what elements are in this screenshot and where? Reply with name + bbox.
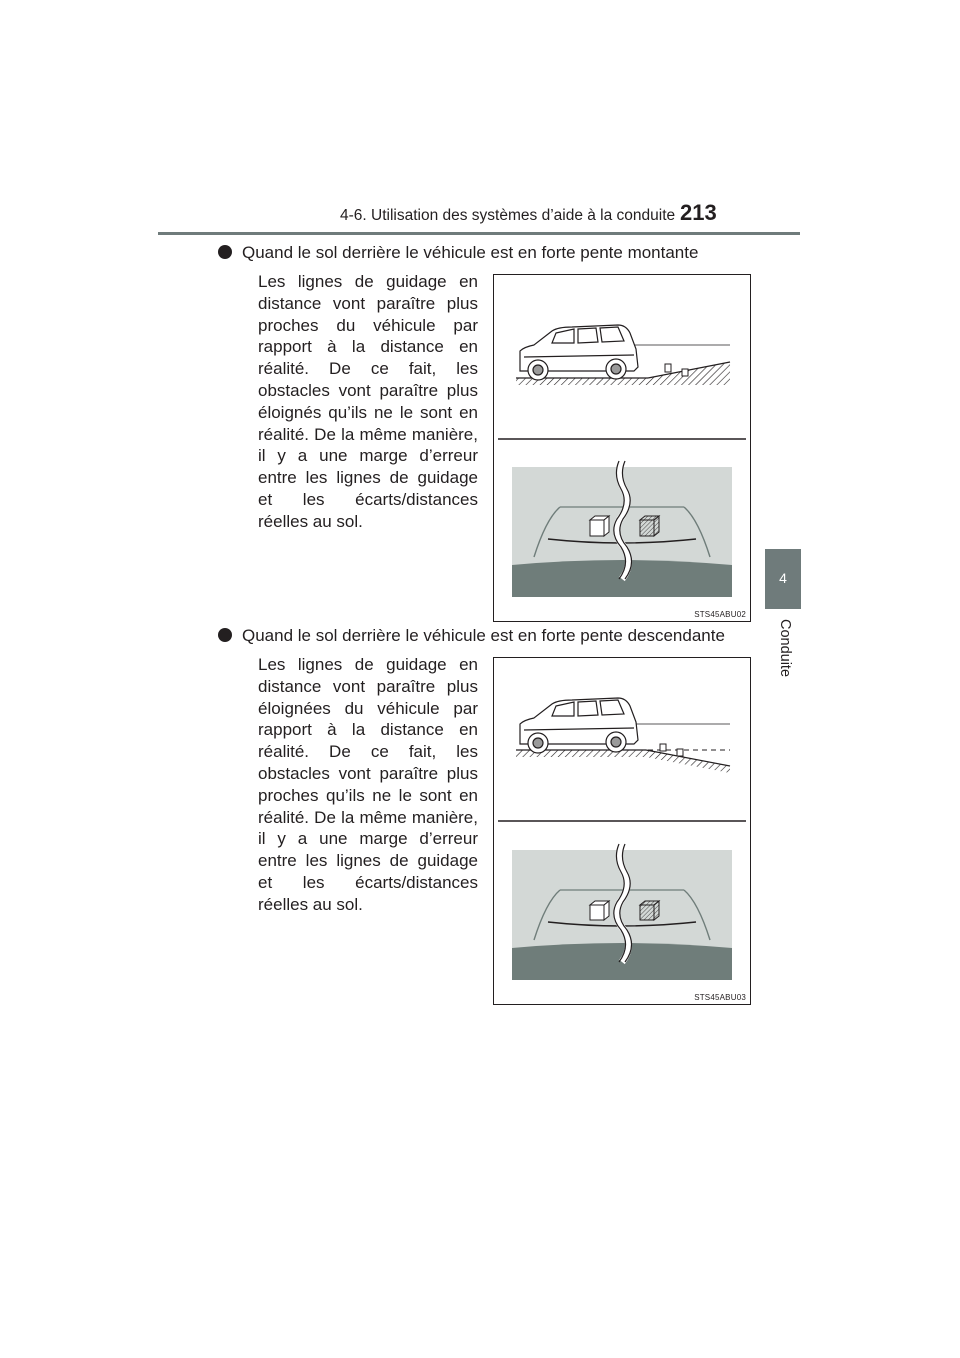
camera-screen	[512, 844, 732, 980]
slope-hatch	[648, 362, 730, 385]
camera-screen	[512, 461, 732, 597]
section-body-downhill: Les lignes de guidage en distance vont paraître plus éloignées du véhicule par rapport à la distance en réalité. De ce fait, les obstacles vont paraître plus proches qu’ils ne le sont en réalité. De la même manière, il y a une marge d’erreur entre les lignes de guidage et les écarts/distances réelles au sol.	[258, 655, 478, 914]
uphill-illustration	[494, 275, 750, 621]
section-heading-uphill	[218, 243, 698, 263]
obstacle-marker	[660, 744, 666, 751]
obstacle-marker	[665, 364, 671, 372]
figure-code: STS45ABU03	[694, 993, 746, 1002]
downhill-illustration	[494, 658, 750, 1004]
car-icon	[520, 698, 638, 753]
chapter-tab	[765, 549, 801, 609]
chapter-label: Conduite	[777, 618, 793, 678]
bullet-icon	[218, 628, 232, 642]
figure-uphill	[493, 274, 751, 622]
figure-downhill	[493, 657, 751, 1005]
obstacle-marker	[677, 749, 683, 756]
bullet-icon	[218, 245, 232, 259]
obstacle-marker	[682, 369, 688, 376]
section-heading-text: Quand le sol derrière le véhicule est en forte pente montante	[242, 243, 699, 262]
car-icon	[520, 325, 638, 380]
section-heading-text: Quand le sol derrière le véhicule est en forte pente descendante	[242, 626, 725, 645]
page-number: 213	[680, 200, 717, 225]
header-divider	[158, 232, 800, 235]
chapter-number: 4	[779, 570, 787, 586]
slope-hatch	[646, 750, 730, 773]
figure-code: STS45ABU02	[694, 610, 746, 619]
section-body-uphill: Les lignes de guidage en distance vont paraître plus proches du véhicule par rapport à la distance en réalité. De ce fait, les obstacles vont paraître plus éloignés qu’ils ne le sont en réalité. De la même manière, il y a une marge d’erreur entre les lignes de guidage et les écarts/distances réelles au sol.	[258, 272, 478, 531]
section-header: 4-6. Utilisation des systèmes d’aide à la conduite	[340, 207, 676, 224]
section-heading-downhill	[218, 626, 725, 646]
